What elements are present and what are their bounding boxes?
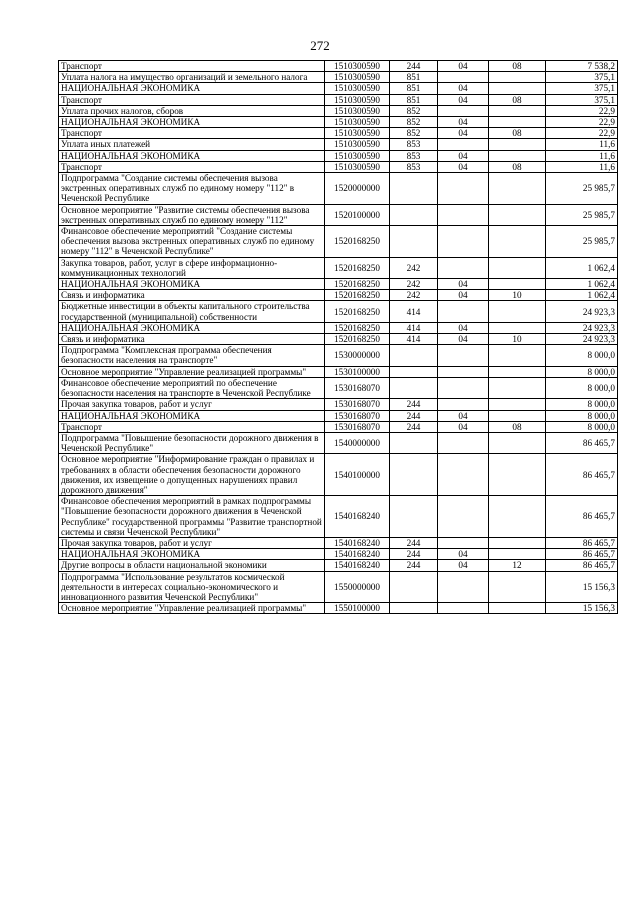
subsection-cell xyxy=(489,454,546,496)
subsection-cell xyxy=(489,105,546,116)
amount-cell: 11,6 xyxy=(546,150,618,161)
expense-type-cell xyxy=(390,454,438,496)
section-cell xyxy=(438,72,489,83)
table-row xyxy=(59,94,618,105)
expense-type-cell xyxy=(390,366,438,377)
row-name-cell: Прочая закупка товаров, работ и услуг xyxy=(59,399,325,410)
section-cell: 04 xyxy=(438,410,489,421)
expense-type-cell: 244 xyxy=(390,560,438,571)
row-name-cell: Основное мероприятие "Информирование граждан о правилах и требованиях в области обеспечения безопасности дорожного движения, их извещение о допущенных нарушениях правил дорожного движения" xyxy=(59,454,325,496)
row-name-cell: Другие вопросы в области национальной экономики xyxy=(59,560,325,571)
table-row xyxy=(59,345,618,366)
subsection-cell xyxy=(489,603,546,614)
section-cell: 04 xyxy=(438,560,489,571)
expense-type-cell xyxy=(390,603,438,614)
target-article-cell: 1530168070 xyxy=(325,399,390,410)
table-row xyxy=(59,496,618,538)
section-cell xyxy=(438,257,489,278)
table-row xyxy=(59,432,618,453)
section-cell xyxy=(438,454,489,496)
target-article-cell: 1520168250 xyxy=(325,334,390,345)
table-row xyxy=(59,105,618,116)
table-row xyxy=(59,560,618,571)
expense-type-cell xyxy=(390,377,438,398)
row-name-cell: Уплата налога на имущество организаций и земельного налога xyxy=(59,72,325,83)
row-name-cell: Транспорт xyxy=(59,94,325,105)
target-article-cell: 1510300590 xyxy=(325,83,390,94)
table-row xyxy=(59,290,618,301)
expense-type-cell: 244 xyxy=(390,399,438,410)
amount-cell: 86 465,7 xyxy=(546,537,618,548)
subsection-cell xyxy=(489,377,546,398)
subsection-cell xyxy=(489,410,546,421)
expense-type-cell: 853 xyxy=(390,161,438,172)
amount-cell: 11,6 xyxy=(546,139,618,150)
row-name-cell: НАЦИОНАЛЬНАЯ ЭКОНОМИКА xyxy=(59,83,325,94)
table-row xyxy=(59,366,618,377)
budget-table-body xyxy=(59,61,618,614)
table-row xyxy=(59,161,618,172)
subsection-cell xyxy=(489,226,546,258)
subsection-cell xyxy=(489,537,546,548)
subsection-cell: 08 xyxy=(489,61,546,72)
target-article-cell: 1510300590 xyxy=(325,61,390,72)
amount-cell: 11,6 xyxy=(546,161,618,172)
amount-cell: 1 062,4 xyxy=(546,279,618,290)
expense-type-cell xyxy=(390,226,438,258)
subsection-cell xyxy=(489,301,546,322)
expense-type-cell: 851 xyxy=(390,94,438,105)
section-cell: 04 xyxy=(438,421,489,432)
row-name-cell: НАЦИОНАЛЬНАЯ ЭКОНОМИКА xyxy=(59,279,325,290)
section-cell xyxy=(438,537,489,548)
expense-type-cell: 242 xyxy=(390,290,438,301)
section-cell xyxy=(438,139,489,150)
table-row xyxy=(59,421,618,432)
amount-cell: 86 465,7 xyxy=(546,560,618,571)
target-article-cell: 1550100000 xyxy=(325,603,390,614)
budget-table xyxy=(58,60,618,614)
section-cell xyxy=(438,204,489,225)
amount-cell: 25 985,7 xyxy=(546,204,618,225)
row-name-cell: Уплата иных платежей xyxy=(59,139,325,150)
target-article-cell: 1520100000 xyxy=(325,204,390,225)
subsection-cell xyxy=(489,117,546,128)
table-row xyxy=(59,377,618,398)
row-name-cell: Транспорт xyxy=(59,128,325,139)
target-article-cell: 1530000000 xyxy=(325,345,390,366)
target-article-cell: 1510300590 xyxy=(325,150,390,161)
amount-cell: 22,9 xyxy=(546,117,618,128)
row-name-cell: Уплата прочих налогов, сборов xyxy=(59,105,325,116)
row-name-cell: Основное мероприятие "Развитие системы обеспечения вызова экстренных оперативных служб по единому номеру "112" xyxy=(59,204,325,225)
section-cell xyxy=(438,377,489,398)
subsection-cell xyxy=(489,366,546,377)
target-article-cell: 1520168250 xyxy=(325,257,390,278)
target-article-cell: 1550000000 xyxy=(325,571,390,603)
row-name-cell: Основное мероприятие "Управление реализацией программы" xyxy=(59,603,325,614)
amount-cell: 375,1 xyxy=(546,83,618,94)
target-article-cell: 1510300590 xyxy=(325,117,390,128)
section-cell: 04 xyxy=(438,290,489,301)
subsection-cell: 12 xyxy=(489,560,546,571)
expense-type-cell xyxy=(390,571,438,603)
table-row xyxy=(59,83,618,94)
subsection-cell xyxy=(489,139,546,150)
amount-cell: 1 062,4 xyxy=(546,257,618,278)
table-row xyxy=(59,257,618,278)
amount-cell: 375,1 xyxy=(546,94,618,105)
section-cell: 04 xyxy=(438,161,489,172)
table-row xyxy=(59,204,618,225)
row-name-cell: Подпрограмма "Создание системы обеспечения вызова экстренных оперативных служб по единому номеру "112" в Чеченской Республике xyxy=(59,173,325,205)
subsection-cell: 08 xyxy=(489,421,546,432)
table-row xyxy=(59,322,618,333)
table-row xyxy=(59,571,618,603)
expense-type-cell xyxy=(390,496,438,538)
target-article-cell: 1540168240 xyxy=(325,549,390,560)
amount-cell: 8 000,0 xyxy=(546,399,618,410)
row-name-cell: Финансовое обеспечения мероприятий в рамках подпрограммы "Повышение безопасности дорожного движения в Чеченской Республике" государственной программы "Развитие транспортной системы и связи Чеченской Республики" xyxy=(59,496,325,538)
row-name-cell: Подпрограмма "Использование результатов космической деятельности в интересах социально-экономического и инновационного развития Чеченской Республики" xyxy=(59,571,325,603)
amount-cell: 375,1 xyxy=(546,72,618,83)
amount-cell: 15 156,3 xyxy=(546,603,618,614)
amount-cell: 24 923,3 xyxy=(546,334,618,345)
row-name-cell: Транспорт xyxy=(59,421,325,432)
amount-cell: 8 000,0 xyxy=(546,366,618,377)
section-cell xyxy=(438,226,489,258)
row-name-cell: Подпрограмма "Повышение безопасности дорожного движения в Чеченской Республике" xyxy=(59,432,325,453)
section-cell xyxy=(438,603,489,614)
expense-type-cell: 244 xyxy=(390,410,438,421)
target-article-cell: 1510300590 xyxy=(325,105,390,116)
row-name-cell: НАЦИОНАЛЬНАЯ ЭКОНОМИКА xyxy=(59,150,325,161)
target-article-cell: 1530168070 xyxy=(325,377,390,398)
section-cell xyxy=(438,399,489,410)
row-name-cell: Закупка товаров, работ, услуг в сфере информационно-коммуникационных технологий xyxy=(59,257,325,278)
subsection-cell xyxy=(489,173,546,205)
row-name-cell: Подпрограмма "Комплексная программа обеспечения безопасности населения на транспорте" xyxy=(59,345,325,366)
row-name-cell: НАЦИОНАЛЬНАЯ ЭКОНОМИКА xyxy=(59,410,325,421)
table-row xyxy=(59,537,618,548)
subsection-cell xyxy=(489,150,546,161)
section-cell: 04 xyxy=(438,150,489,161)
subsection-cell xyxy=(489,279,546,290)
expense-type-cell: 853 xyxy=(390,150,438,161)
expense-type-cell xyxy=(390,204,438,225)
section-cell xyxy=(438,173,489,205)
subsection-cell xyxy=(489,432,546,453)
target-article-cell: 1520168250 xyxy=(325,290,390,301)
row-name-cell: Финансовое обеспечение мероприятий "Создание системы обеспечения вызова экстренных оперативных служб по единому номеру "112" в Чеченской Республике" xyxy=(59,226,325,258)
section-cell: 04 xyxy=(438,117,489,128)
section-cell xyxy=(438,345,489,366)
amount-cell: 7 538,2 xyxy=(546,61,618,72)
section-cell xyxy=(438,301,489,322)
section-cell: 04 xyxy=(438,94,489,105)
amount-cell: 15 156,3 xyxy=(546,571,618,603)
amount-cell: 86 465,7 xyxy=(546,454,618,496)
row-name-cell: Связь и информатика xyxy=(59,290,325,301)
expense-type-cell: 853 xyxy=(390,139,438,150)
expense-type-cell xyxy=(390,345,438,366)
row-name-cell: Транспорт xyxy=(59,161,325,172)
subsection-cell xyxy=(489,496,546,538)
table-row xyxy=(59,139,618,150)
row-name-cell: НАЦИОНАЛЬНАЯ ЭКОНОМИКА xyxy=(59,549,325,560)
expense-type-cell: 244 xyxy=(390,537,438,548)
expense-type-cell: 244 xyxy=(390,61,438,72)
subsection-cell xyxy=(489,571,546,603)
amount-cell: 8 000,0 xyxy=(546,377,618,398)
target-article-cell: 1540100000 xyxy=(325,454,390,496)
section-cell: 04 xyxy=(438,128,489,139)
row-name-cell: Транспорт xyxy=(59,61,325,72)
row-name-cell: НАЦИОНАЛЬНАЯ ЭКОНОМИКА xyxy=(59,322,325,333)
target-article-cell: 1520168250 xyxy=(325,279,390,290)
expense-type-cell xyxy=(390,432,438,453)
section-cell: 04 xyxy=(438,334,489,345)
target-article-cell: 1540168240 xyxy=(325,496,390,538)
expense-type-cell xyxy=(390,173,438,205)
target-article-cell: 1510300590 xyxy=(325,128,390,139)
table-row xyxy=(59,454,618,496)
table-row xyxy=(59,279,618,290)
expense-type-cell: 242 xyxy=(390,279,438,290)
amount-cell: 8 000,0 xyxy=(546,410,618,421)
table-row xyxy=(59,150,618,161)
row-name-cell: Основное мероприятие "Управление реализацией программы" xyxy=(59,366,325,377)
table-row xyxy=(59,301,618,322)
section-cell xyxy=(438,105,489,116)
subsection-cell xyxy=(489,322,546,333)
table-row xyxy=(59,72,618,83)
section-cell xyxy=(438,366,489,377)
amount-cell: 8 000,0 xyxy=(546,421,618,432)
subsection-cell: 10 xyxy=(489,290,546,301)
target-article-cell: 1540168240 xyxy=(325,537,390,548)
section-cell xyxy=(438,571,489,603)
section-cell: 04 xyxy=(438,61,489,72)
amount-cell: 24 923,3 xyxy=(546,322,618,333)
table-row xyxy=(59,226,618,258)
section-cell: 04 xyxy=(438,322,489,333)
expense-type-cell: 244 xyxy=(390,549,438,560)
amount-cell: 22,9 xyxy=(546,105,618,116)
expense-type-cell: 242 xyxy=(390,257,438,278)
subsection-cell xyxy=(489,399,546,410)
expense-type-cell: 414 xyxy=(390,301,438,322)
target-article-cell: 1520168250 xyxy=(325,226,390,258)
amount-cell: 24 923,3 xyxy=(546,301,618,322)
target-article-cell: 1510300590 xyxy=(325,161,390,172)
target-article-cell: 1510300590 xyxy=(325,94,390,105)
table-row xyxy=(59,117,618,128)
table-row xyxy=(59,128,618,139)
expense-type-cell: 852 xyxy=(390,105,438,116)
expense-type-cell: 852 xyxy=(390,128,438,139)
subsection-cell xyxy=(489,83,546,94)
table-row xyxy=(59,61,618,72)
row-name-cell: Прочая закупка товаров, работ и услуг xyxy=(59,537,325,548)
row-name-cell: Бюджетные инвестиции в объекты капитального строительства государственной (муниципальной) собственности xyxy=(59,301,325,322)
section-cell: 04 xyxy=(438,549,489,560)
amount-cell: 8 000,0 xyxy=(546,345,618,366)
expense-type-cell: 851 xyxy=(390,72,438,83)
amount-cell: 25 985,7 xyxy=(546,173,618,205)
subsection-cell: 08 xyxy=(489,128,546,139)
expense-type-cell: 414 xyxy=(390,322,438,333)
table-row xyxy=(59,410,618,421)
table-row xyxy=(59,549,618,560)
subsection-cell xyxy=(489,204,546,225)
table-row xyxy=(59,173,618,205)
amount-cell: 25 985,7 xyxy=(546,226,618,258)
subsection-cell xyxy=(489,72,546,83)
target-article-cell: 1520000000 xyxy=(325,173,390,205)
subsection-cell: 10 xyxy=(489,334,546,345)
section-cell: 04 xyxy=(438,279,489,290)
row-name-cell: Связь и информатика xyxy=(59,334,325,345)
target-article-cell: 1530100000 xyxy=(325,366,390,377)
expense-type-cell: 414 xyxy=(390,334,438,345)
target-article-cell: 1540000000 xyxy=(325,432,390,453)
target-article-cell: 1540168240 xyxy=(325,560,390,571)
subsection-cell: 08 xyxy=(489,94,546,105)
subsection-cell xyxy=(489,345,546,366)
section-cell xyxy=(438,432,489,453)
target-article-cell: 1520168250 xyxy=(325,301,390,322)
expense-type-cell: 244 xyxy=(390,421,438,432)
amount-cell: 22,9 xyxy=(546,128,618,139)
row-name-cell: НАЦИОНАЛЬНАЯ ЭКОНОМИКА xyxy=(59,117,325,128)
table-row xyxy=(59,603,618,614)
section-cell: 04 xyxy=(438,83,489,94)
expense-type-cell: 851 xyxy=(390,83,438,94)
target-article-cell: 1510300590 xyxy=(325,139,390,150)
subsection-cell xyxy=(489,549,546,560)
amount-cell: 86 465,7 xyxy=(546,496,618,538)
amount-cell: 1 062,4 xyxy=(546,290,618,301)
row-name-cell: Финансовое обеспечение мероприятий по обеспечение безопасности населения на транспорте в Чеченской Республике xyxy=(59,377,325,398)
subsection-cell: 08 xyxy=(489,161,546,172)
target-article-cell: 1520168250 xyxy=(325,322,390,333)
section-cell xyxy=(438,496,489,538)
table-row xyxy=(59,399,618,410)
expense-type-cell: 852 xyxy=(390,117,438,128)
page-number: 272 xyxy=(310,38,330,53)
target-article-cell: 1530168070 xyxy=(325,421,390,432)
subsection-cell xyxy=(489,257,546,278)
target-article-cell: 1510300590 xyxy=(325,72,390,83)
table-row xyxy=(59,334,618,345)
amount-cell: 86 465,7 xyxy=(546,549,618,560)
target-article-cell: 1530168070 xyxy=(325,410,390,421)
amount-cell: 86 465,7 xyxy=(546,432,618,453)
